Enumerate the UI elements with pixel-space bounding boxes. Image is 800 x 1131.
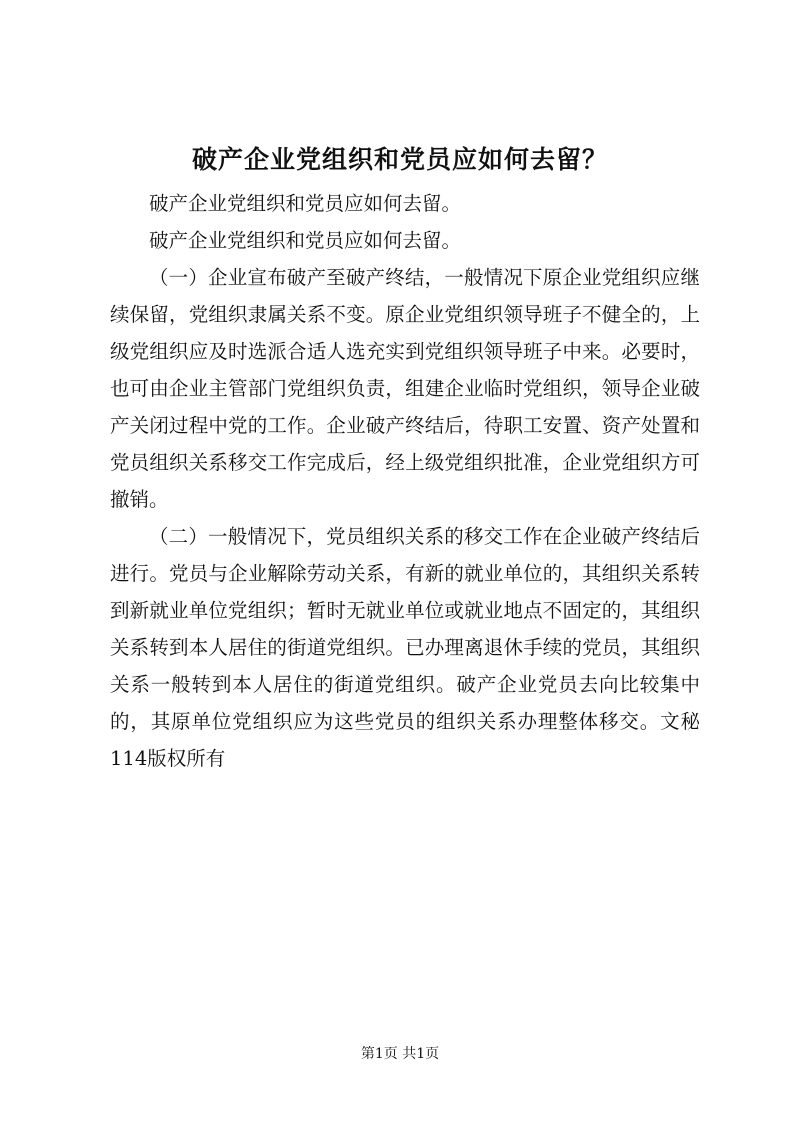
document-body: [110, 185, 700, 777]
paragraph-1: 破产企业党组织和党员应如何去留。: [149, 192, 462, 215]
paragraph-3: （一）企业宣布破产至破产终结，一般情况下原企业党组织应继续保留，党组织隶属关系不变。原企业党组织领导班子不健全的，上级党组织应及时选派合适人选充实到党组织领导班子中来。必要时，也可由企业主管部门党组织负责，组建企业临时党组织，领导企业破产关闭过程中党的工作。企业破产终结后，待职工安置、资产处置和党员组织关系移交工作完成后，经上级党组织批准，企业党组织方可撤销。: [110, 266, 700, 511]
paragraph-2: 破产企业党组织和党员应如何去留。: [149, 229, 462, 252]
paragraph-4: （二）一般情况下，党员组织关系的移交工作在企业破产终结后进行。党员与企业解除劳动关系，有新的就业单位的，其组织关系转到新就业单位党组织；暂时无就业单位或就业地点不固定的，其组织关系转到本人居住的街道党组织。已办理离退休手续的党员，其组织关系一般转到本人居住的街道党组织。破产企业党员去向比较集中的，其原单位党组织应为这些党员的组织关系办理整体移交。文秘114版权所有: [110, 525, 700, 770]
page-footer: 第1页 共1页: [360, 1046, 440, 1062]
document-title: 破产企业党组织和党员应如何去留？: [191, 145, 608, 174]
